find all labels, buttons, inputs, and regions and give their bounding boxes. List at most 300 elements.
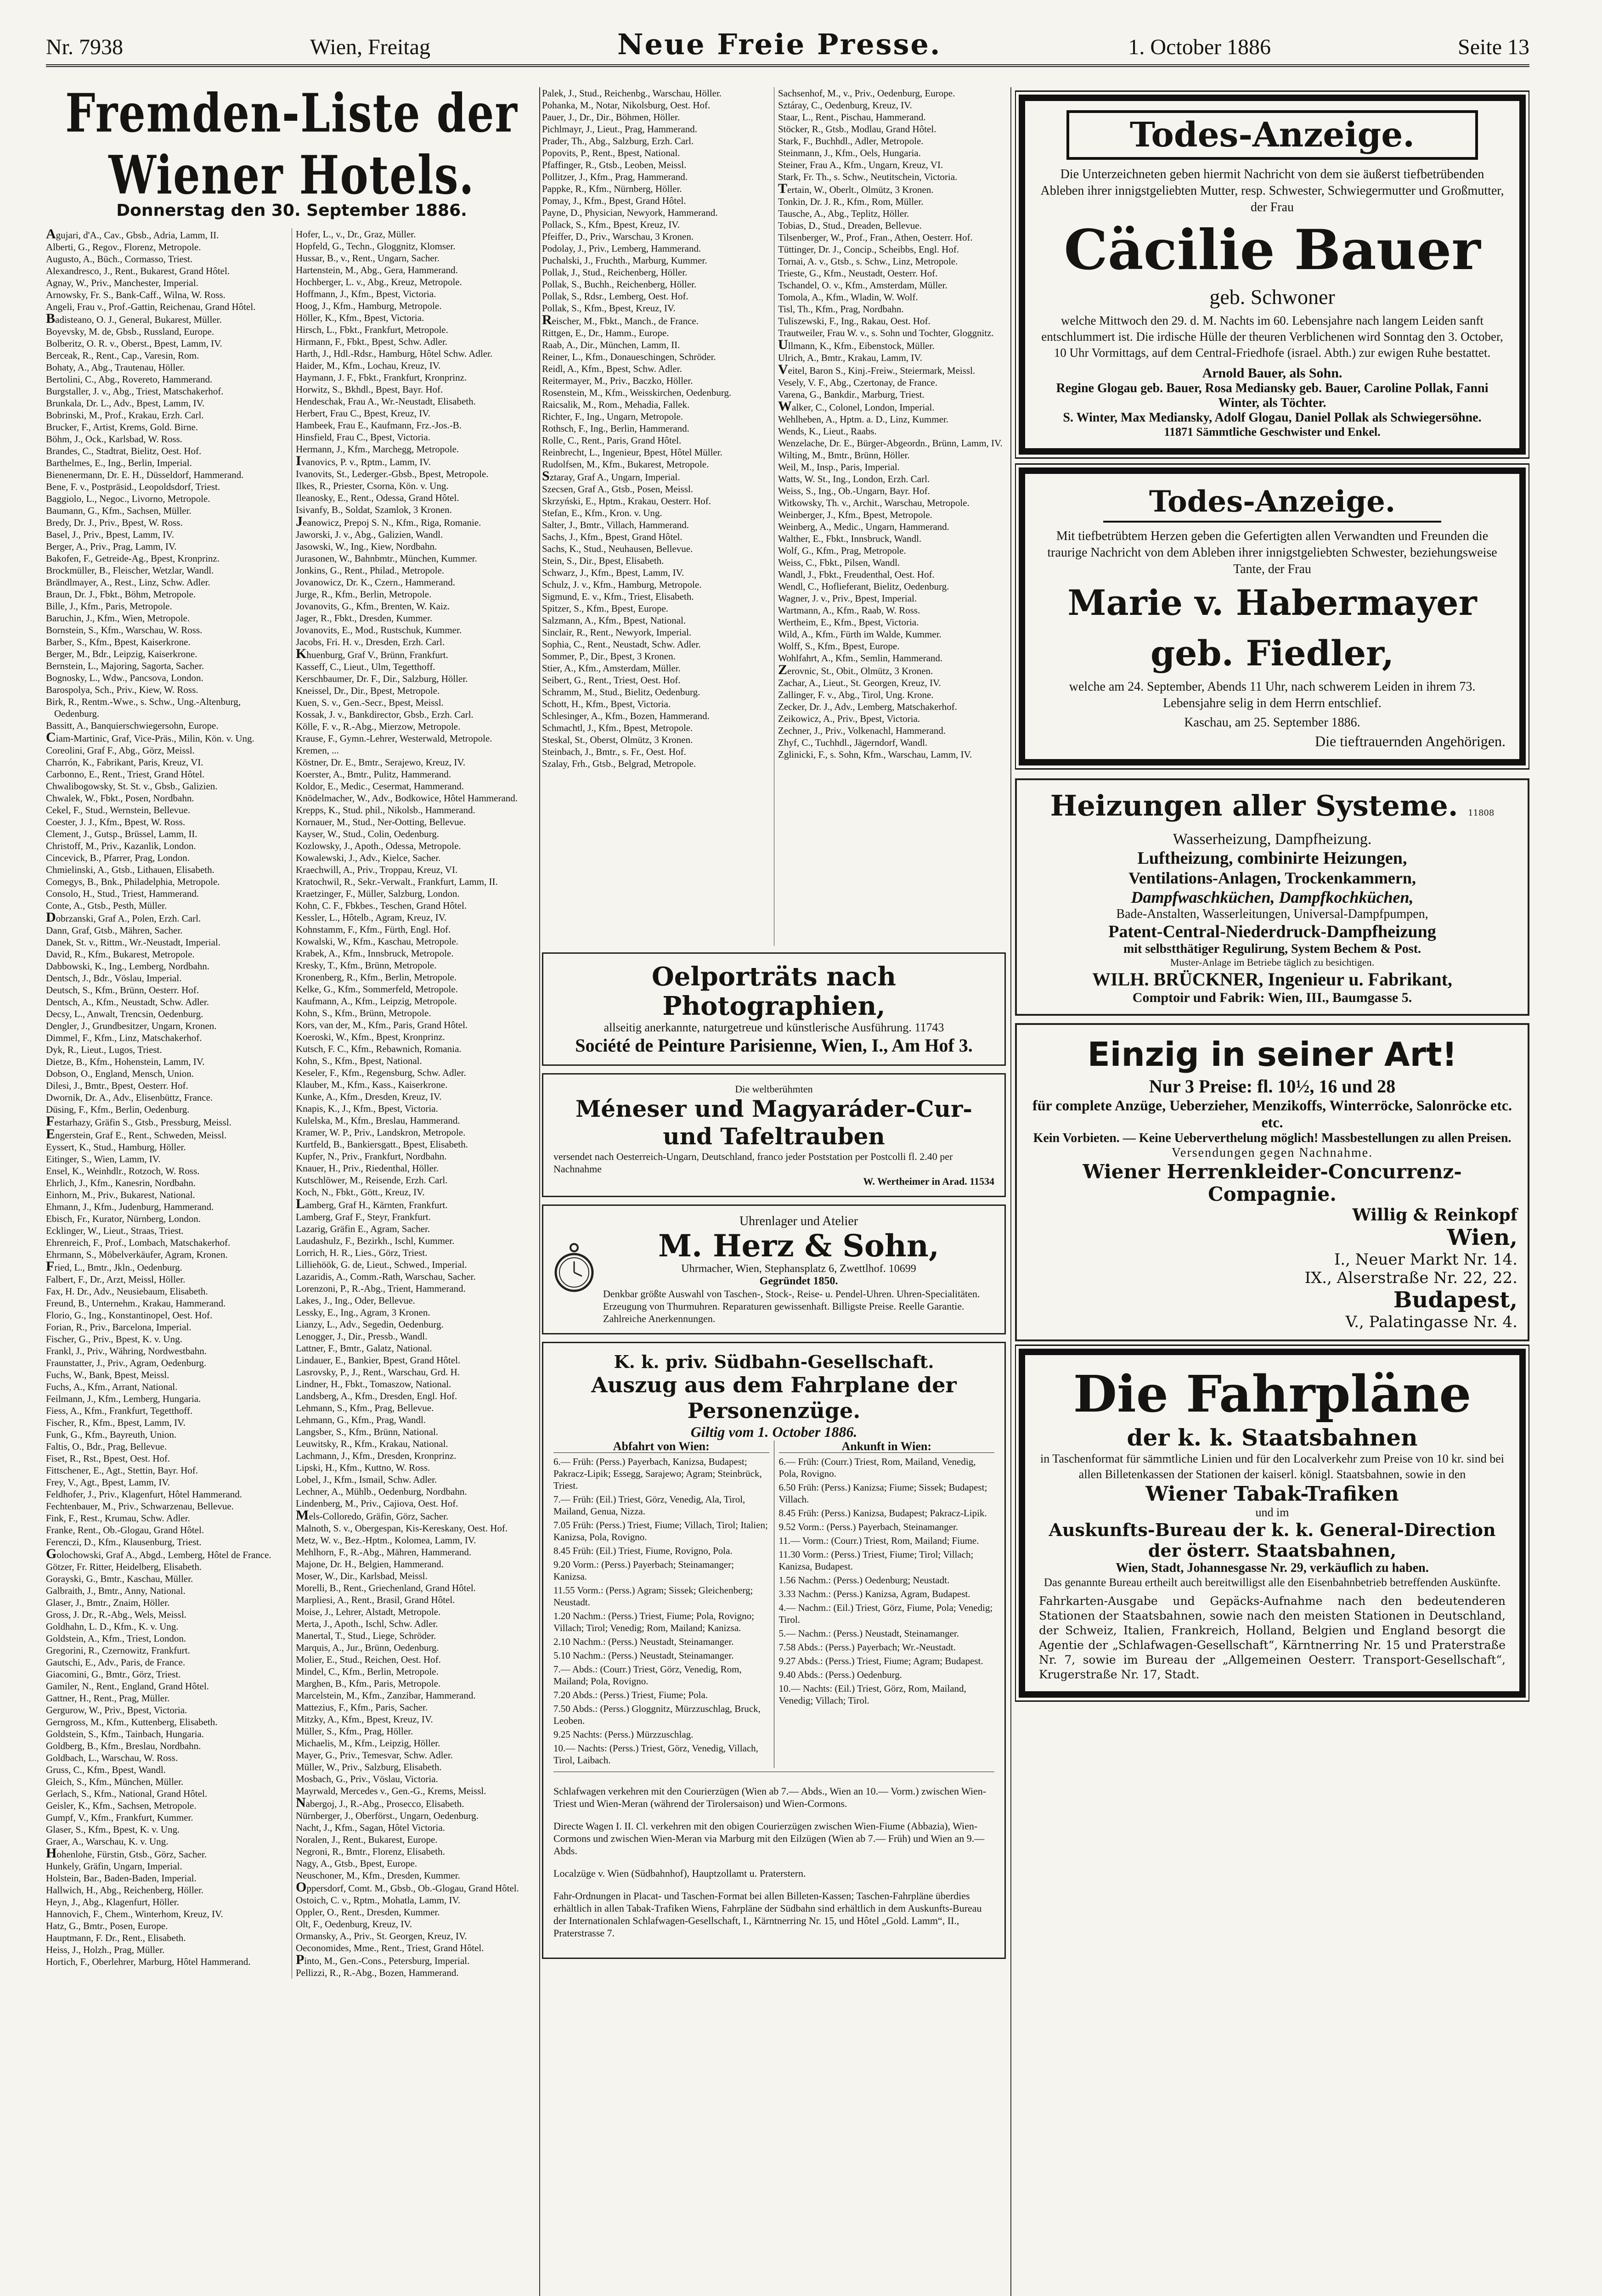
hotel-entry: Lindauer, E., Bankier, Bpest, Grand Hôtel. xyxy=(296,1355,461,1366)
right-column xyxy=(1015,87,1529,2296)
clothing-ad-address-3: V., Palatingasse Nr. 4. xyxy=(1345,1313,1517,1331)
hotel-entry: Mehlhorn, F., R.-Abg., Mähren, Hammerand. xyxy=(296,1547,472,1558)
hotel-entry: Dilesi, J., Bmtr., Bpest, Oesterr. Hof. xyxy=(46,1080,188,1091)
hotel-entry: Marpliesi, A., Rent., Brasil, Grand Hôtel. xyxy=(296,1594,455,1605)
hotel-entry: Dietze, B., Kfm., Hohenstein, Lamm, IV. xyxy=(46,1056,205,1067)
hotel-entry: Dentsch, J., Bdr., Vöslau, Imperial. xyxy=(46,973,182,984)
heating-ad-address: Comptoir und Fabrik: Wien, III., Baumgasse 5. xyxy=(1132,990,1412,1005)
watch-ad-text: Denkbar größte Auswahl von Taschen-, Stock-, Reise- u. Pendel-Uhren. Uhren-Specialitäten. Erzeugung von Thurmuhren. Reparaturen gewissenhaft. Billigste Preise. Reelle Garantie. Zahlreiche Anerkennungen. xyxy=(603,1288,980,1324)
hotel-entry: Brunkala, Dr. L., Adv., Bpest, Lamm, IV. xyxy=(46,398,205,409)
hotel-entry: Kayser, W., Stud., Colin, Oedenburg. xyxy=(296,828,440,839)
hotel-entry: Sachs, K., Stud., Neuhausen, Bellevue. xyxy=(542,543,693,554)
hotel-entry: Kupfer, N., Priv., Frankfurt, Nordbahn. xyxy=(296,1151,447,1162)
departure-entry: 1.20 Nachm.: (Perss.) Triest, Fiume; Pola, Rovigno; Villach; Tirol; Venedig; Rom, Mailand; Kanizsa. xyxy=(553,1610,754,1633)
column-rule xyxy=(539,87,540,2296)
timetable-columns xyxy=(553,1441,994,1768)
hotel-entry: Lasrovsky, P., J., Rent., Warschau, Grd. H. xyxy=(296,1367,460,1378)
hotel-entry: Harth, J., Hdl.-Rdsr., Hamburg, Hôtel Schw. Adler. xyxy=(296,348,493,359)
hotel-entry: Wagner, J. v., Priv., Bpest, Imperial. xyxy=(778,593,917,604)
hotel-entry: Köstner, Dr. E., Bmtr., Serajewo, Kreuz, IV. xyxy=(296,757,466,768)
hotel-entry: Wolf, G., Kfm., Prag, Metropole. xyxy=(778,545,906,556)
hotel-entry: Kulelska, M., Kfm., Breslau, Hammerand. xyxy=(296,1115,460,1126)
hotel-entry: Einhorn, M., Priv., Bukarest, National. xyxy=(46,1189,195,1200)
death-notice-bauer xyxy=(1019,95,1526,455)
hotel-entry: Lazarig, Gräfin E., Agram, Sacher. xyxy=(296,1223,430,1234)
hotel-entry: Nagy, A., Gtsb., Bpest, Europe. xyxy=(296,1858,417,1869)
hotel-entry: Rittgen, E., Dr., Hamm., Europe. xyxy=(542,327,669,338)
hotel-entry: Tilsenberger, W., Prof., Fran., Athen, Oesterr. Hof. xyxy=(778,232,973,243)
hotel-entry: Brändlmayer, A., Rest., Linz, Schw. Adler. xyxy=(46,577,210,588)
watch-ad-kicker: Uhrenlager und Atelier xyxy=(739,1214,858,1228)
hotel-entry: Neuschoner, M., Kfm., Dresden, Kummer. xyxy=(296,1870,460,1881)
deceased-name: Cäcilie Bauer xyxy=(1064,218,1481,282)
hotel-entry: Ecklinger, W., Lieut., Straas, Triest. xyxy=(46,1225,184,1236)
hotel-entry: Prader, Th., Abg., Salzburg, Erzh. Carl. xyxy=(542,135,694,146)
page-header xyxy=(46,28,1529,67)
hotel-entry: Coreolini, Graf F., Abg., Görz, Meissl. xyxy=(46,745,195,756)
hotel-entry: Tausche, A., Abg., Teplitz, Höller. xyxy=(778,208,909,219)
hotel-entry: Varena, G., Bankdir., Marburg, Triest. xyxy=(778,389,925,400)
hotel-entry: Tertain, W., Oberlt., Olmütz, 3 Kronen. xyxy=(778,181,934,196)
hotel-entry: Zachar, A., Lieut., St. Georgen, Kreuz, IV. xyxy=(778,677,941,688)
hotel-entry: Lilliehöök, G. de, Lieut., Schwed., Imperial. xyxy=(296,1259,467,1270)
hotel-entry: Lechner, A., Mühlb., Oedenburg, Nordbahn. xyxy=(296,1486,467,1497)
hotel-entry: Bene, F. v., Postpräsid., Leopoldsdorf, Triest. xyxy=(46,481,220,492)
hotel-entry: Alberti, G., Regov., Florenz, Metropole. xyxy=(46,242,201,253)
hotel-entry: Ilkes, R., Priester, Csorna, Kön. v. Ung. xyxy=(296,480,449,491)
hotel-entry: Frey, V., Agt., Bpest, Lamm, IV. xyxy=(46,1477,170,1488)
hotel-entry: Dyk, R., Lieut., Lugos, Triest. xyxy=(46,1044,162,1055)
place-and-day: Wien, Freitag xyxy=(310,35,430,59)
death-notice-place: Kaschau, am 25. September 1886. xyxy=(1184,715,1360,730)
death-notice-habermayer xyxy=(1019,467,1526,765)
hotel-entry: Jeanowicz, Prepoj S. N., Kfm., Riga, Romanie. xyxy=(296,514,481,529)
hotel-entry: Leuwitsky, R., Kfm., Krakau, National. xyxy=(296,1438,448,1449)
hotel-entry: Angeli, Frau v., Prof.-Gattin, Reichenau, Grand Hôtel. xyxy=(46,301,256,312)
departure-entry: 6.— Früh: (Perss.) Payerbach, Kanizsa, Budapest; Pakracz-Lipik; Essegg, Sarajewo; Agram; Steinbrück, Triest. xyxy=(553,1456,762,1491)
death-notice-title: Todes-Anzeige. xyxy=(1103,483,1441,523)
heating-ad-line7: mit selbstthätiger Regulirung, System Bechem & Post. xyxy=(1123,942,1421,956)
hotel-entry: Wends, K., Lieut., Raabs. xyxy=(778,426,877,437)
hotel-entry: Gattner, H., Rent., Prag, Müller. xyxy=(46,1693,170,1704)
hotel-entry: Festarhazy, Gräfin S., Gtsb., Pressburg, Meissl. xyxy=(46,1114,231,1129)
death-notice-signature: Die tieftrauernden Angehörigen. xyxy=(1315,733,1506,749)
hotel-entry: Marquis, A., Jur., Brünn, Oedenburg. xyxy=(296,1642,439,1653)
hotel-entry: Kohnstamm, F., Kfm., Fürth, Engl. Hof. xyxy=(296,924,451,935)
arrival-entry: 9.40 Abds.: (Perss.) Oedenburg. xyxy=(778,1669,903,1680)
hotel-entry: Keseler, F., Kfm., Regensburg, Schw. Adler. xyxy=(296,1067,466,1078)
hotel-entry: Dobson, O., England, Mensch, Union. xyxy=(46,1068,194,1079)
hotel-entry: Clement, J., Gutsp., Brüssel, Lamm, II. xyxy=(46,828,197,839)
hotel-entry: Feilmann, J., Kfm., Lemberg, Hungaria. xyxy=(46,1393,201,1404)
hotel-entry: Böhm, J., Ock., Karlsbad, W. Ross. xyxy=(46,433,182,445)
hotel-entry: Giacomini, G., Bmtr., Görz, Triest. xyxy=(46,1669,181,1680)
hotel-entry: Fuchs, A., Kfm., Arrant, National. xyxy=(46,1381,178,1392)
hotel-entry: Schott, H., Kfm., Bpest, Victoria. xyxy=(542,698,671,709)
hotel-entry: Marghen, B., Kfm., Paris, Metropole. xyxy=(296,1678,441,1689)
hotel-entry: Gregorini, R., Czernowitz, Frankfurt. xyxy=(46,1645,190,1656)
hotel-entry: Goldberg, B., Kfm., Breslau, Nordbahn. xyxy=(46,1740,201,1751)
issue-date: 1. October 1886 xyxy=(1128,35,1271,59)
hotel-entry: Tomola, A., Kfm., Wladin, W. Wolf. xyxy=(778,292,918,303)
arrivals-list xyxy=(779,1456,995,1706)
hotel-entry: Boyevsky, M. de, Gbsb., Russland, Europe. xyxy=(46,326,214,337)
hotel-entry: Hoog, J., Kfm., Hamburg, Metropole. xyxy=(296,300,442,311)
hotel-entry: Hartenstein, M., Abg., Gera, Hammerand. xyxy=(296,264,458,276)
hotel-entry: Cekel, F., Stud., Wernstein, Bellevue. xyxy=(46,805,191,816)
timetable-note: Schlafwagen verkehren mit den Courierzügen (Wien ab 7.— Abds., Wien an 10.— Vorm.) zwischen Wien-Triest und Wien-Meran (während der Tirolersaison) und Wien-Cormons. xyxy=(553,1785,987,1809)
grape-ad-text: versendet nach Oesterreich-Ungarn, Deutschland, franco jeder Poststation per Postcolli fl. 2.40 per Nachnahme xyxy=(553,1151,953,1175)
hotel-entry: Stark, Fr. Th., s. Schw., Neutitschein, Victoria. xyxy=(778,171,958,182)
hotel-entry: Heiss, J., Holzh., Prag, Müller. xyxy=(46,1944,165,1955)
hotel-entry: Skrzyński, E., Hptm., Krakau, Oesterr. Hof. xyxy=(542,495,711,506)
hotel-entry: Feldhofer, J., Priv., Klagenfurt, Hôtel Hammerand. xyxy=(46,1489,243,1500)
hotel-entry: Lazaridis, A., Comm.-Rath, Warschau, Sacher. xyxy=(296,1271,476,1282)
hotel-entry: Zechner, J., Priv., Volkenachl, Hammerand. xyxy=(778,725,946,736)
hotel-entry: Fechtenbauer, M., Priv., Schwarzenau, Bellevue. xyxy=(46,1501,234,1512)
hotel-entry: Kohn, C. F., Fbkbes., Teschen, Grand Hôtel. xyxy=(296,900,467,911)
hotel-entry: Knauer, H., Priv., Riedenthal, Höller. xyxy=(296,1163,439,1174)
hotel-entry: Gergurow, W., Priv., Bpest, Victoria. xyxy=(46,1705,187,1716)
hotel-entry: Kutsch, F. C., Kfm., Rebawnich, Romania. xyxy=(296,1043,462,1054)
hotel-entry: Krause, F., Gymn.-Lehrer, Westerwald, Metropole. xyxy=(296,733,492,744)
departures-heading: Abfahrt von Wien: xyxy=(553,1441,769,1453)
hotel-entry: Fink, F., Rest., Krumau, Schw. Adler. xyxy=(46,1513,190,1524)
hotel-entry: Isivanfy, B., Soldat, Szamlok, 3 Kronen. xyxy=(296,504,452,515)
hotel-entry: Lattner, F., Bmtr., Galatz, National. xyxy=(296,1343,432,1354)
hotel-entry: Steinmann, J., Kfm., Oels, Hungaria. xyxy=(778,147,921,158)
hotel-entry: Hambeek, Frau E., Kaufmann, Frz.-Jos.-B. xyxy=(296,420,462,431)
death-notice-details: welche am 24. September, Abends 11 Uhr, nach schwerem Leiden in ihrem 73. Lebensjahre selig in dem Herrn entschlief. xyxy=(1069,680,1476,710)
hotel-entry: Sachs, J., Kfm., Bpest, Grand Hôtel. xyxy=(542,531,683,542)
hotel-entry: Tobias, D., Stud., Dreaden, Bellevue. xyxy=(778,220,922,231)
hotel-entry: Hannovich, F., Chem., Winterhom, Kreuz, IV. xyxy=(46,1908,223,1919)
hotel-entry: Bienenermann, Dr. E. H., Düsseldorf, Hammerand. xyxy=(46,469,244,480)
hotel-entry: Kunke, A., Kfm., Dresden, Kreuz, IV. xyxy=(296,1091,442,1102)
hotel-entry: Braun, Dr. J., Fbkt., Böhm, Metropole. xyxy=(46,589,196,600)
hotel-entry: Jovanovits, G., Kfm., Brenten, W. Kaiz. xyxy=(296,601,450,612)
hotel-entry: Ileanosky, E., Rent., Odessa, Grand Hôtel. xyxy=(296,492,459,503)
hotel-entry: Jager, R., Fbkt., Dresden, Kummer. xyxy=(296,613,433,624)
hotel-entry: Ferenczi, D., Kfm., Klausenburg, Triest. xyxy=(46,1536,202,1548)
hotel-entry: Haymann, J. F., Fbkt., Frankfurt, Kronprinz. xyxy=(296,372,467,383)
hotel-entry: Dann, Graf, Gtsb., Mähren, Sacher. xyxy=(46,925,183,936)
hotel-entry: Fiset, R., Rst., Bpest, Oest. Hof. xyxy=(46,1453,170,1464)
hotel-entry: Bohaty, A., Abg., Trautenau, Höller. xyxy=(46,362,185,373)
arrival-entry: 6.— Früh: (Courr.) Triest, Rom, Mailand, Venedig, Pola, Rovigno. xyxy=(778,1456,976,1479)
hotel-entry: Tüttinger, Dr. J., Concip., Scheibbs, Engl. Hof. xyxy=(778,244,959,255)
hotel-entry: Lessky, E., Ing., Agram, 3 Kronen. xyxy=(296,1307,430,1318)
hotel-entry: Zeikowicz, A., Priv., Bpest, Victoria. xyxy=(778,713,920,724)
hotel-entry: Steiner, Frau A., Kfm., Ungarn, Kreuz, VI. xyxy=(778,159,943,170)
hotel-entry: Graer, A., Warschau, K. v. Ung. xyxy=(46,1836,169,1847)
hotel-entry: Sztáray, C., Oedenburg, Kreuz, IV. xyxy=(778,100,912,111)
hotel-entries-continued xyxy=(542,87,1006,946)
heating-ad-company: WILH. BRÜCKNER, Ingenieur u. Fabrikant, xyxy=(1092,969,1452,990)
hotel-entry: Pollak, S., Buchh., Reichenberg, Höller. xyxy=(542,279,697,290)
departure-entry: 9.25 Nachts: (Perss.) Mürzzuschlag. xyxy=(553,1729,694,1740)
hotel-entry: Consolo, H., Stud., Triest, Hammerand. xyxy=(46,888,199,899)
portrait-ad-title: Oelporträts nach Photographien, xyxy=(651,962,897,1021)
hotel-entry: Koldor, E., Medic., Cesermat, Hammerand. xyxy=(296,781,464,792)
hotel-entry: Kneissel, Dr., Dir., Bpest, Metropole. xyxy=(296,685,440,696)
railway-timetable-ad xyxy=(1019,1349,1526,1698)
hotel-entry: Steskal, St., Oberst, Olmütz, 3 Kronen. xyxy=(542,734,693,745)
hotel-entry: Reischer, M., Fbkt., Manch., de France. xyxy=(542,312,699,327)
hotel-entry: Weil, M., Insp., Paris, Imperial. xyxy=(778,461,900,473)
departure-entry: 7.05 Früh: (Perss.) Triest, Fiume; Villach, Tirol; Italien; Kanizsa, Pola, Rovigno. xyxy=(553,1519,768,1542)
hotel-entry: Krabek, A., Kfm., Innsbruck, Metropole. xyxy=(296,948,454,959)
hotel-entry: Pichlmayr, J., Lieut., Prag, Hammerand. xyxy=(542,124,697,135)
hotel-entry: Pinto, M., Gen.-Cons., Petersburg, Imperial. xyxy=(296,1952,470,1967)
hotel-entry: Jaworski, J. v., Abg., Galizien, Wandl. xyxy=(296,529,443,540)
hotel-entry: Decsy, L., Anwalt, Trencsin, Oedenburg. xyxy=(46,1008,203,1019)
hotel-entry: Nürnberger, J., Oberförst., Ungarn, Oedenburg. xyxy=(296,1810,479,1821)
departure-entry: 11.55 Vorm.: (Perss.) Agram; Sissek; Gleichenberg; Neustadt. xyxy=(553,1585,753,1608)
hotel-entry: Knapis, K., J., Kfm., Bpest, Victoria. xyxy=(296,1103,438,1114)
hotel-entry: Coester, J. J., Kfm., Bpest, W. Ross. xyxy=(46,816,186,827)
arrival-entry: 11.30 Vorm.: (Perss.) Triest, Fiume; Tirol; Villach; Kanizsa, Budapest. xyxy=(778,1549,974,1572)
hotel-entry: Kurtfeld, B., Bankiersgatt., Bpest, Elisabeth. xyxy=(296,1139,468,1150)
hotel-entry: Rolle, C., Rent., Paris, Grand Hôtel. xyxy=(542,435,682,446)
hotel-entry: Koeroski, W., Kfm., Bpest, Kronprinz. xyxy=(296,1031,445,1042)
hotel-entry: Kowalski, W., Kfm., Kaschau, Metropole. xyxy=(296,936,459,947)
railway-ad-address: Wien, Stadt, Johannesgasse Nr. 29, verkäuflich zu haben. xyxy=(1116,1561,1429,1575)
hotel-entry: Koch, N., Fbkt., Gött., Kreuz, IV. xyxy=(296,1187,425,1198)
hotel-entry: Lindner, H., Fbkt., Tomaszow, National. xyxy=(296,1379,451,1390)
hotel-entry: Gamiler, N., Rent., England, Grand Hôtel. xyxy=(46,1681,209,1692)
hotel-entry: Fischer, R., Kfm., Bpest, Lamm, IV. xyxy=(46,1417,186,1428)
hotel-entry: Barospolya, Sch., Priv., Kiew, W. Ross. xyxy=(46,684,198,695)
hotel-entry: Zerovnic, St., Obit., Olmütz, 3 Kronen. xyxy=(778,662,933,677)
hotel-entry: Kors, van der, M., Kfm., Paris, Grand Hôtel. xyxy=(296,1019,468,1030)
hotel-entry: Dengler, J., Grundbesitzer, Ungarn, Kronen. xyxy=(46,1020,217,1031)
hotel-entry: Salter, J., Bmtr., Villach, Hammerand. xyxy=(542,519,689,530)
hotel-entry: Michaelis, M., Kfm., Leipzig, Höller. xyxy=(296,1738,440,1749)
hotel-entry: Stefan, E., Kfm., Kron. v. Ung. xyxy=(542,507,662,518)
timetable-notes xyxy=(553,1772,994,1939)
column-rule xyxy=(1010,87,1011,2296)
hotel-entry: Palek, J., Stud., Reichenbg., Warschau, Höller. xyxy=(542,88,722,99)
hotel-entry: Schwarz, J., Kfm., Bpest, Lamm, IV. xyxy=(542,567,684,578)
hotel-entry: Fuchs, W., Bank, Bpest, Meissl. xyxy=(46,1369,169,1380)
hotel-entry: Gross, J. Dr., R.-Abg., Wels, Meissl. xyxy=(46,1609,186,1620)
timetable-ad xyxy=(542,1342,1006,1959)
hotel-entry: Reitermayer, M., Priv., Baczko, Höller. xyxy=(542,375,693,386)
hotel-entry: Moser, W., Dir., Karlsbad, Meissl. xyxy=(296,1570,428,1581)
hotel-entry: Gleich, S., Kfm., München, Müller. xyxy=(46,1776,184,1787)
deceased-birth-name: geb. Schwoner xyxy=(1209,285,1335,309)
hotel-entry: Walther, E., Fbkt., Innsbruck, Wandl. xyxy=(778,533,922,544)
hotel-entry: Chwalibogowsky, St. St. v., Gbsb., Galizien. xyxy=(46,781,218,792)
mourner-daughters: Regine Glogau geb. Bauer, Rosa Mediansky geb. Bauer, Caroline Pollak, Fanni Winter, als Töchter. xyxy=(1056,381,1489,410)
hotel-entry: Witkowsky, Th. v., Archit., Warschau, Metropole. xyxy=(778,497,970,508)
hotel-entry: Eyssert, K., Stud., Hamburg, Höller. xyxy=(46,1142,186,1153)
hotel-list-date: Donnerstag den 30. September 1886. xyxy=(116,201,467,220)
hotel-entry: Basel, J., Priv., Bpest, Lamm, IV. xyxy=(46,529,174,540)
hotel-entry: Eitinger, S., Wien, Lamm, IV. xyxy=(46,1154,161,1165)
hotel-entry: Ehrlich, J., Kfm., Kanesrin, Nordbahn. xyxy=(46,1177,196,1188)
hotel-entry: Kölle, F. v., R.-Abg., Mierzow, Metropole. xyxy=(296,721,461,732)
hotel-entry: Mayrwald, Mercedes v., Gen.-G., Krems, Meissl. xyxy=(296,1785,486,1796)
hotel-entry: Hinsfield, Frau C., Bpest, Victoria. xyxy=(296,432,430,443)
hotel-list-column xyxy=(46,87,537,2296)
hotel-entry: Jonkins, G., Rent., Philad., Metropole. xyxy=(296,565,445,576)
hotel-entry: Gerlach, S., Kfm., National, Grand Hôtel. xyxy=(46,1788,208,1799)
hotel-entry: Hortich, F., Oberlehrer, Marburg, Hôtel Hammerand. xyxy=(46,1956,251,1967)
hotel-entry: Pomay, J., Kfm., Bpest, Grand Hôtel. xyxy=(542,195,686,206)
hotel-entry: Tschandel, O. v., Kfm., Amsterdam, Müller. xyxy=(778,280,948,291)
hotel-entry: Lachmann, J., Kfm., Dresden, Kronprinz. xyxy=(296,1450,457,1461)
hotel-entry: Müller, S., Kfm., Prag, Höller. xyxy=(296,1726,413,1737)
arrivals-heading: Ankunft in Wien: xyxy=(779,1441,995,1453)
hotel-entry: Kasseff, C., Lieut., Ulm, Tegetthoff. xyxy=(296,661,435,672)
hotel-entry: Geisler, K., Kfm., Sachsen, Metropole. xyxy=(46,1800,197,1811)
death-notice-ref: 11871 xyxy=(1164,425,1193,439)
hotel-entry: Sigmund, E. v., Kfm., Triest, Elisabeth. xyxy=(542,591,694,602)
portrait-ad-company: Société de Peinture Parisienne, Wien, I., Am Hof 3. xyxy=(575,1035,973,1056)
hotel-entry: Frankl, J., Priv., Währing, Nordwestbahn. xyxy=(46,1345,207,1356)
hotel-entry: Chmielinski, A., Gtsb., Lithauen, Elisabeth. xyxy=(46,864,214,875)
hotel-entry: Stier, A., Kfm., Amsterdam, Müller. xyxy=(542,663,681,674)
hotel-entry: Reidl, A., Kfm., Bpest, Schw. Adler. xyxy=(542,363,682,374)
hotel-entry: Comegys, B., Bnk., Philadelphia, Metropole. xyxy=(46,876,220,887)
hotel-entry: Höller, K., Kfm., Bpest, Victoria. xyxy=(296,312,424,323)
hotel-entry: Oppersdorf, Comt. M., Gbsb., Ob.-Glogau, Grand Hôtel. xyxy=(296,1880,519,1895)
hotel-entry: Hopfeld, G., Techn., Gloggnitz, Klomser. xyxy=(296,241,456,252)
hotel-entry: Nacht, J., Kfm., Sagan, Hôtel Victoria. xyxy=(296,1822,445,1833)
hotel-entry: Tornai, A. v., Gtsb., s. Schw., Linz, Metropole. xyxy=(778,256,958,267)
hotel-entry: Fraunstatter, J., Priv., Agram, Oedenburg. xyxy=(46,1357,207,1368)
hotel-entry: Gautschi, E., Adv., Paris, de France. xyxy=(46,1657,186,1668)
hotel-entry: Tisl, Th., Kfm., Prag, Nordbahn. xyxy=(778,304,904,315)
hotel-entry: Lamberg, Graf F., Steyr, Frankfurt. xyxy=(296,1211,431,1222)
hotel-entry: Wehlheben, A., Hptm. a. D., Linz, Kummer. xyxy=(778,414,948,425)
hotel-entry: Bakofen, F., Getreide-Ag., Bpest, Kronprinz. xyxy=(46,553,220,564)
hotel-entry: Baggiolo, L., Negoc., Livorno, Metropole. xyxy=(46,493,210,504)
hotel-entry: Sachsenhof, M., v., Priv., Oedenburg, Europe. xyxy=(778,88,955,99)
hotel-entry: Pohanka, M., Notar, Nikolsburg, Oest. Hof. xyxy=(542,100,711,111)
hotel-entry: Gruss, C., Kfm., Bpest, Wandl. xyxy=(46,1764,166,1775)
hotel-entry: Manertal, T., Stud., Liege, Schröder. xyxy=(296,1630,436,1641)
hotel-entry: Krepps, K., Stud. phil., Nikolsb., Hammerand. xyxy=(296,805,475,816)
hotel-entry: Wild, A., Kfm., Fürth im Walde, Kummer. xyxy=(778,629,942,640)
clothing-ad-address-1: I., Neuer Markt Nr. 14. xyxy=(1334,1250,1517,1269)
hotel-entry: Haider, M., Kfm., Lochau, Kreuz, IV. xyxy=(296,360,441,371)
hotel-entry: Gumpf, V., Kfm., Frankfurt, Kummer. xyxy=(46,1812,193,1823)
hotel-entry: Lehmann, G., Kfm., Prag, Wandl. xyxy=(296,1414,426,1425)
hotel-entry: Arnowsky, Fr. S., Bank-Caff., Wilna, W. Ross. xyxy=(46,289,226,300)
hotel-entry: Pollak, J., Stud., Reichenberg, Höller. xyxy=(542,267,688,278)
hotel-entry: Pappke, R., Kfm., Nürnberg, Höller. xyxy=(542,183,682,194)
hotel-entry: Veitel, Baron S., Kinj.-Freiw., Steiermark, Meissl. xyxy=(778,362,976,377)
hotel-entry: Oeconomides, Mme., Rent., Triest, Grand Hôtel. xyxy=(296,1942,484,1953)
hotel-entry: Sztaray, Graf A., Ungarn, Imperial. xyxy=(542,468,680,484)
hotel-entry: Schulz, J. v., Kfm., Hamburg, Metropole. xyxy=(542,579,702,590)
railway-ad-text: in Taschenformat für sämmtliche Linien und für den Localverkehr zum Preise von 10 kr. sind bei allen Billetenkassen der Stationen der kaiserl. königl. Staatsbahnen, sowie in den xyxy=(1040,1452,1504,1481)
hotel-entry: Vesely, V. F., Abg., Czertonay, de France. xyxy=(778,377,938,388)
hotel-entry: Pauer, J., Dr., Dir., Böhmen, Höller. xyxy=(542,112,680,123)
arrival-entry: 8.45 Früh: (Perss.) Kanizsa, Budapest; Pakracz-Lipik. xyxy=(778,1508,987,1519)
hotel-entry: Pollak, S., Kfm., Bpest, Kreuz, IV. xyxy=(542,303,676,314)
hotel-entry: Rothsch, F., Ing., Berlin, Hammerand. xyxy=(542,423,689,434)
heating-ad-line6: Patent-Central-Niederdruck-Dampfheizung xyxy=(1108,922,1436,941)
hotel-entry: Bognosky, L., Wdw., Pancsova, London. xyxy=(46,672,203,683)
hotel-entry: Danek, St. v., Rittm., Wr.-Neustadt, Imperial. xyxy=(46,937,221,948)
mourner-son: Arnold Bauer, als Sohn. xyxy=(1202,366,1343,381)
hotel-entry: Kresky, T., Kfm., Brünn, Metropole. xyxy=(296,960,437,971)
hotel-entry: Birk, R., Rentm.-Wwe., s. Schw., Ung.-Altenburg, Oedenburg. xyxy=(46,696,241,719)
hotel-entry: Ormansky, A., Priv., St. Georgen, Kreuz, IV. xyxy=(296,1930,467,1941)
departure-entry: 2.10 Nachm.: (Perss.) Neustadt, Steinamanger. xyxy=(553,1636,734,1647)
hotel-entry: Hoffmann, J., Kfm., Bpest, Victoria. xyxy=(296,288,436,299)
hotel-entry: Bolberitz, O. R. v., Oberst., Bpest, Lamm, IV. xyxy=(46,338,222,349)
hotel-entry: Reiner, L., Kfm., Donaueschingen, Schröder. xyxy=(542,351,716,362)
hotel-entry: Bertolini, C., Abg., Rovereto, Hammerand. xyxy=(46,374,213,385)
railway-ad-bureau: Auskunfts-Bureau der k. k. General-Direction der österr. Staatsbahnen, xyxy=(1049,1519,1496,1561)
hotel-entry: Bille, J., Kfm., Paris, Metropole. xyxy=(46,601,172,612)
timetable-title: Auszug aus dem Fahrplane der Personenzüge. xyxy=(591,1373,957,1423)
arrival-entry: 6.50 Früh: (Perss.) Kanizsa; Fiume; Sissek; Budapest; Villach. xyxy=(778,1482,987,1505)
hotel-entry: Khuenburg, Graf V., Brünn, Frankfurt. xyxy=(296,646,448,661)
clothing-ad-company: Wiener Herrenkleider-Concurrenz-Compagnie. xyxy=(1083,1160,1462,1205)
hotel-entry: Lobel, J., Kfm., Ismail, Schw. Adler. xyxy=(296,1474,437,1485)
hotel-entry: Metz, W. v., Bez.-Hptm., Kolomea, Lamm, IV. xyxy=(296,1535,476,1546)
hotel-entry: Sophia, C., Rent., Neustadt, Schw. Adler. xyxy=(542,639,701,650)
portrait-ad-subtitle: allseitig anerkannte, naturgetreue und künstlerische Ausführung. xyxy=(604,1021,912,1034)
hotel-entry: Mindel, C., Kfm., Berlin, Metropole. xyxy=(296,1666,439,1677)
hotel-entry: Wolff, S., Kfm., Bpest, Europe. xyxy=(778,641,900,652)
hotel-entry: Spitzer, S., Kfm., Bpest, Europe. xyxy=(542,603,669,614)
hotel-entry: Tuliszewski, F., Ing., Rakau, Oest. Hof. xyxy=(778,315,931,326)
hotel-entry: Bassitt, A., Banquierschwiegersohn, Europe. xyxy=(46,720,219,731)
heating-ad-line3: Ventilations-Anlagen, Trockenkammern, xyxy=(1128,869,1416,887)
hotel-entry: Charrón, K., Fabrikant, Paris, Kreuz, VI. xyxy=(46,757,203,768)
arrival-entry: 10.— Nachts: (Eil.) Triest, Görz, Rom, Mailand, Venedig; Villach; Tirol. xyxy=(778,1683,966,1706)
timetable-note: Localzüge v. Wien (Südbahnhof), Hauptzollamt u. Praterstern. xyxy=(553,1868,806,1879)
arrival-entry: 1.56 Nachm.: (Perss.) Oedenburg; Neustadt. xyxy=(778,1575,950,1586)
watch-ad-address: Uhrmacher, Wien, Stephansplatz 6, Zwettlhof. xyxy=(681,1263,886,1275)
hotel-entries xyxy=(46,228,537,1979)
grape-ad-ref: 11534 xyxy=(970,1176,994,1187)
hotel-entry: Zecker, Dr. J., Adv., Lemberg, Matschakerhof. xyxy=(778,701,957,712)
hotel-entry: Stein, S., Dir., Bpest, Elisabeth. xyxy=(542,555,664,566)
hotel-entry: Hussar, B., v., Rent., Ungarn, Sacher. xyxy=(296,253,440,264)
hotel-entry: Hunkely, Gräfin, Ungarn, Imperial. xyxy=(46,1861,182,1872)
hotel-entry: Christoff, M., Priv., Kazanlik, London. xyxy=(46,840,196,851)
hotel-entry: Fittschener, E., Agt., Stettin, Bayr. Hof. xyxy=(46,1465,198,1476)
hotel-entry: Hirsch, L., Fbkt., Frankfurt, Metropole. xyxy=(296,324,448,335)
hotel-entry: Pellizzi, R., R.-Abg., Bozen, Hammerand. xyxy=(296,1967,459,1978)
hotel-entry: Kraetzinger, F., Müller, Salzburg, London. xyxy=(296,888,460,899)
hotel-entry: Walker, C., Colonel, London, Imperial. xyxy=(778,399,935,414)
hotel-entry: Ensel, K., Weinhdlr., Rotzoch, W. Ross. xyxy=(46,1165,200,1176)
hotel-entry: Szecsen, Graf A., Gtsb., Posen, Meissl. xyxy=(542,484,693,495)
arrival-entry: 9.27 Abds.: (Perss.) Triest, Fiume; Agram; Budapest. xyxy=(778,1655,983,1666)
hotel-entry: Barber, S., Kfm., Bpest, Kaiserkrone. xyxy=(46,636,191,647)
hotel-entry: Kozlowsky, J., Apoth., Odessa, Metropole. xyxy=(296,840,461,851)
clothing-ad-owner: Willig & Reinkopf xyxy=(1352,1205,1517,1225)
arrival-entry: 3.33 Nachm.: (Perss.) Kanizsa, Agram, Budapest. xyxy=(778,1588,970,1599)
hotel-entry: Kramer, W. P., Priv., Landskron, Metropole. xyxy=(296,1127,466,1138)
hotel-entry: Weiss, S., Ing., Ob.-Ungarn, Bayr. Hof. xyxy=(778,485,930,496)
hotel-entry: Goldstein, A., Kfm., Triest, London. xyxy=(46,1633,186,1644)
hotel-entry: Dabbowski, K., Ing., Lemberg, Nordbahn. xyxy=(46,961,209,972)
clothing-ad-address-2: IX., Alserstraße Nr. 22, 22. xyxy=(1304,1269,1517,1287)
clothing-ad-city: Wien, xyxy=(1447,1225,1517,1250)
clothing-ad-city-2: Budapest, xyxy=(1393,1287,1517,1313)
hotel-entry: Dwornik, Dr. A., Adv., Elisenbüttz, France. xyxy=(46,1092,213,1103)
